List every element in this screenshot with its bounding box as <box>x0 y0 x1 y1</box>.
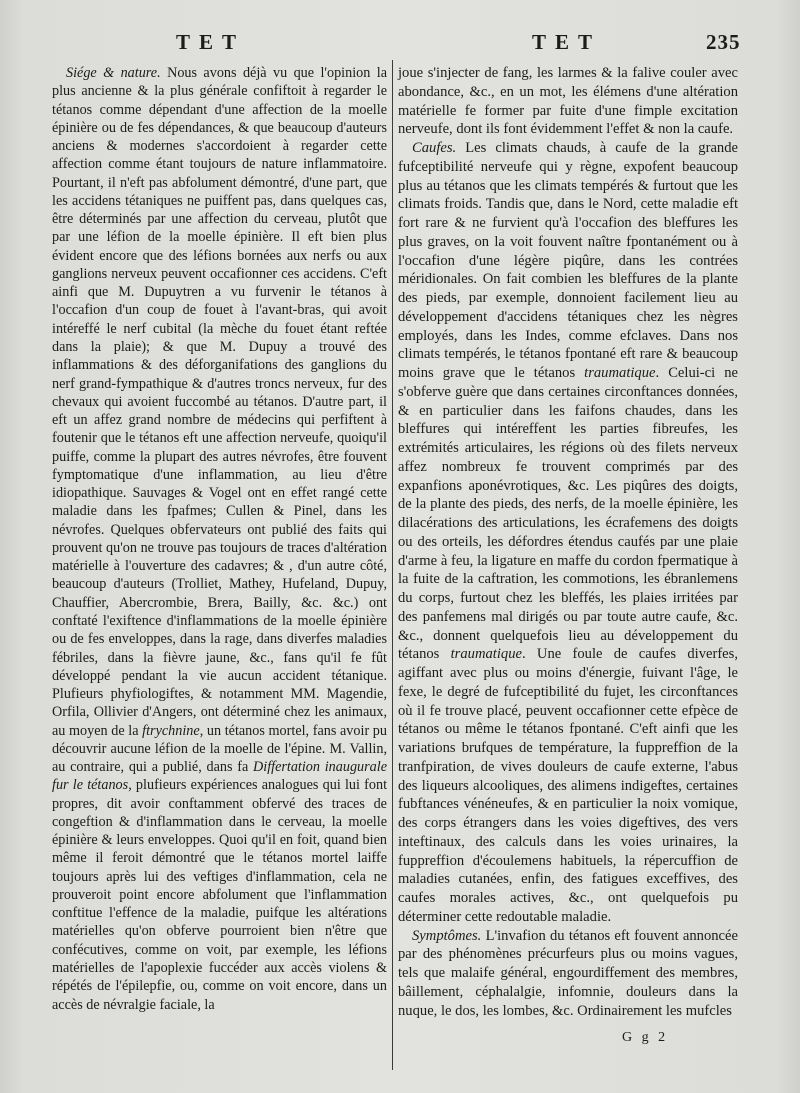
paragraph-symptomes <box>398 927 738 1021</box>
paragraph-text: Les climats chauds, à caufe de la grande fufceptibilité nerveufe qui y règne, expofent beaucoup plus au tétanos que les climats tempérés & furtout que les climats froids. Tandis que, dans le Nord, cette maladie eft fort rare & ne furvient qu'à l'occafion des bleffures les plus graves, on la voit fouvent naître fpontanément ou à l'occafion d'une légère piqûre, dans les contrées méridionales. On fait combien les bleffures de la plante des pieds, par exemple, donnoient facilement lieu au développement d'accidens tétaniques chez les nègres employés, dans les Indes, comme efclaves. Dans nos climats tempérés, le tétanos fpontané eft rare & beaucoup moins grave que le tétanos <box>398 140 738 381</box>
italic-term: traumatique <box>450 646 522 663</box>
paragraph-text: . Une foule de caufes diverfes, agiffant avec plus ou moins d'énergie, fuivant l'âge, le fexe, le degré de fufceptibilité du fujet, les circonftances où il fe trouve placé, peuvent occafionner cette efpèce de tétanos ou même le tétanos fpontané. C'eft ainfi que les variations brufques de température, la fuppreffion de la tranfpiration, de vives douleurs de caufe externe, l'abus des liqueurs alcooliques, des alimens indigeftes, certaines fubftances vénéneufes, & en particulier la noix vomique, des corps étrangers dans les voies digeftives, des vers inteftinaux, des calculs dans les voies urinaires, la fuppreffion d'écoulemens habituels, la répercuffion de maladies cutanées, enfin, des fatigues exceffives, des caufes morales actives, &c., ont quelquefois pu déterminer cette redoutable maladie. <box>398 646 738 925</box>
italic-term: ftrychnine <box>142 722 200 739</box>
signature-mark: G g 2 <box>622 1030 669 1045</box>
paragraph-continuation: joue s'injecter de fang, les larmes & la falive couler avec abondance, &c., en un mot, les élémens d'une altération matérielle fe former par fuite d'une fimple excitation nerveufe, dont ils font évidemment l'effet & non la caufe. <box>398 65 738 138</box>
paragraph-text: . Celui-ci ne s'obferve guère que dans certaines circonftances données, & en particulier dans les faifons chaudes, dans les bleffures qui intéreffent les parties fibreufes, les extrémités articulaires, les régions où des filets nerveux affez nombreux fe trouvent comprimés par des expanfions aponévrotiques, &c. Les piqûres des doigts, de la plante des pieds, des nerfs, de la moelle épinière, les dilacérations des articulations, les écrafemens des doigts ou des orteils, les défordres étendus caufés par une plaie d'arme à feu, la ligature en maffe du cordon fpermatique à la fuite de la caftration, les commotions, les ébranlemens du corps, furtout chez les bleffés, les plaies irritées par des panfemens mal dirigés ou par toute autre caufe, &c. &c., donnent quelquefois lieu au développement du tétanos <box>398 365 738 663</box>
right-column <box>398 64 738 1020</box>
paragraph-text: Nous avons déjà vu que l'opinion la plus ancienne & la plus générale confiftoit à regarder le tétanos comme dépendant d'une affection de la moelle épinière ou de fes dépendances, & que beaucoup d'auteurs anciens & modernes s'accordoient à regarder cette affection comme étant toujours de nature inflammatoire. Pourtant, il n'eft pas abfolument démontré, d'une part, que les accidens tétaniques ne puiffent pas, dans quelques cas, être déterminés par une affection du cerveau, plutôt que par une léfion de la moelle épinière. Il eft bien plus évident encore que des léfions bornées aux nerfs ou aux ganglions nerveux peuvent occafionner ces accidens. C'eft ainfi que M. Dupuytren a vu furvenir le tétanos à l'occafion d'un coup de fouet à l'avant-bras, qui avoit intéreffé le nerf cubital (la mèche du fouet étant reftée dans la plaie); & que M. Dupuy a trouvé des inflammations & des déforganifations des ganglions du nerf grand-fympathique & d'autres troncs nerveux, fur des chevaux qui avoient fuccombé au tétanos. D'autre part, il eft un affez grand nombre de médecins qui perfiftent à foutenir que le tétanos eft une affection nerveufe, quoiqu'il puiffe, comme la plupart des autres névrofes, être fouvent fymptomatique d'une inflammation, au lieu d'être idiopathique. Sauvages & Vogel ont en effet rangé cette maladie dans les fpafmes; Cullen & Pinel, dans les névrofes. Quelques obfervateurs ont publié des faits qui prouvent qu'on ne trouve pas toujours de traces d'altération matérielle à l'ouverture des cadavres; & , d'un autre côté, beaucoup d'auteurs (Trolliet, Mathey, Hufeland, Dupuy, Chauffier, Abercrombie, Brera, Bailly, &c. &c.) ont conftaté l'exiftence d'inflammations de la moelle épinière ou de fes enveloppes, dans la rage, dans diverfes maladies fébriles, dans la fièvre jaune, &c., fans qu'il fe fût développé pendant la vie aucun accident tétanique. Plufieurs phyfiologiftes, & notamment MM. Magendie, Orfila, Ollivier d'Angers, ont déterminé chez les animaux, au moyen de la <box>52 65 387 739</box>
paragraph-text: , plufieurs expériences analogues qui lui font propres, dit avoir conftamment obfervé des traces de congeftion & d'inflammation dans le cerveau, la moelle épinière & leurs enveloppes. Quoi qu'il en foit, quand bien même il feroit démontré que le tétanos mortel laiffe toujours après lui des veftiges d'inflammation, cela ne prouveroit point encore abfolument que l'inflammation conftitue l'effence de la maladie, puifque les altérations matérielles qu'on obferve pourroient bien n'être que confécutives, comme on voit, par exemple, les léfions matérielles de l'apoplexie fuccéder aux accès violens & répétés de l'épilepfie, ou, comme on voit encore, dans un accès de névralgie faciale, la <box>52 777 388 1013</box>
running-head-left: TET <box>176 30 246 54</box>
italic-title: Differtation inaugurale fur le tétanos <box>52 759 388 794</box>
paragraph-siege-nature <box>52 64 387 1014</box>
left-column <box>52 64 387 1014</box>
column-divider <box>392 60 393 1070</box>
section-lead-siege: Siége & nature. <box>66 65 161 81</box>
running-head-right: TET <box>532 30 602 54</box>
italic-term: traumatique <box>584 365 656 381</box>
section-lead-symptomes: Symptômes. <box>412 927 482 944</box>
paragraph-causes <box>398 139 738 927</box>
paragraph-text: , un tétanos mortel, fans avoir pu découvrir aucune léfion de la moelle de l'épine. M. Vallin, au contraire, qui a publié, dans fa <box>52 722 387 776</box>
paragraph-text: L'invafion du tétanos eft fouvent annoncée par des phénomènes précurfeurs plus ou moins vagues, tels que malaife général, engourdiffement des membres, bâillement, céphalalgie, infomnie, douleurs dans la nuque, le dos, les lombes, &c. Ordinairement les mufcles <box>398 927 738 1019</box>
page-number: 235 <box>706 30 741 54</box>
section-lead-causes: Caufes. <box>412 140 457 156</box>
